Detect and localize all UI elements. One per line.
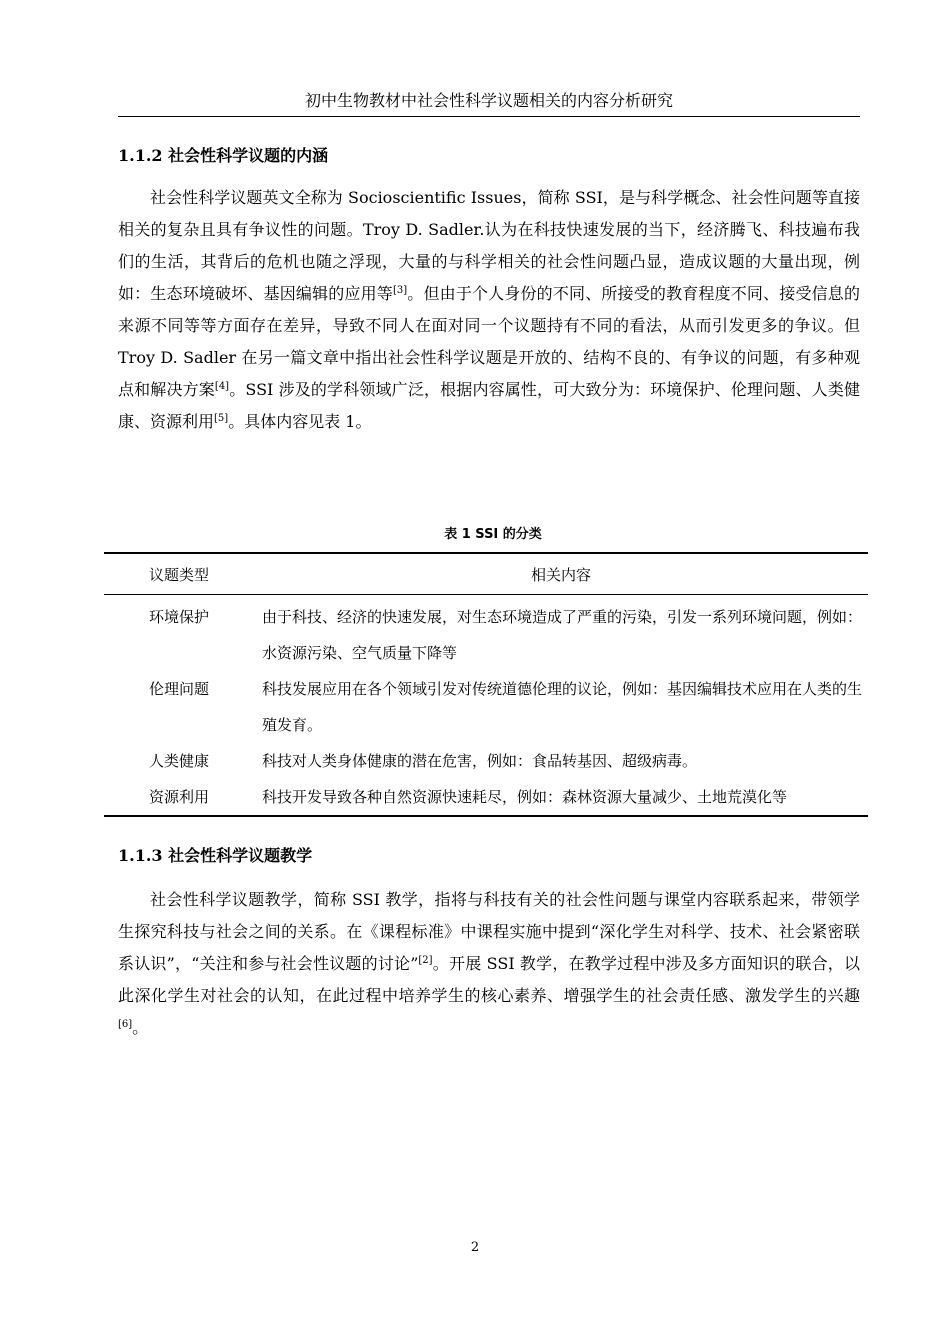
table-header-row	[104, 554, 868, 594]
table-row	[104, 671, 868, 743]
paragraph-text: 。开展 SSI 教学，在教学过程中涉及多方面知识的联合，以此深化学生对社会的认知，在此过程中培养学生的核心素养、增强学生的社会责任感、激发学生的兴趣	[118, 954, 860, 1005]
cell-type: 伦理问题	[148, 680, 209, 698]
paragraph-text: 。	[132, 1018, 149, 1037]
cell-content: 科技对人类身体健康的潜在危害，例如：食品转基因、超级病毒。	[262, 752, 698, 770]
citation-ref: [3]	[392, 285, 408, 296]
table-bottom-rule	[104, 815, 868, 817]
citation-ref: [6]	[118, 1019, 133, 1030]
citation-ref: [5]	[214, 413, 229, 424]
paragraph-ssi-definition	[118, 182, 860, 438]
table-row	[104, 599, 868, 671]
section-heading-1-1-3: 1.1.3 社会性科学议题教学	[118, 846, 313, 865]
cell-type: 人类健康	[148, 752, 209, 770]
section-heading-1-1-2: 1.1.2 社会性科学议题的内涵	[118, 146, 329, 165]
paragraph-text: 。具体内容见表 1。	[228, 412, 372, 431]
paragraph-text: 社会性科学议题英文全称为 Socioscientific Issues，简称 SSI，是与科学概念、社会性问题等直接相关的复杂且具有争议性的问题。Troy D. Sadler.认为在科技快速发展的当下，经济腾飞、科技遍布我们的生活，其背后的危机也随之浮现，大量的与科学相关的社会性问题凸显，造成议题的大量出现，例如：生态环境破坏、基因编辑的应用等	[118, 188, 860, 303]
cell-type: 环境保护	[148, 608, 209, 626]
cell-content: 科技发展应用在各个领域引发对传统道德伦理的议论，例如：基因编辑技术应用在人类的生殖发育。	[262, 680, 863, 734]
ssi-classification-table	[104, 552, 868, 817]
page-number: 2	[470, 1240, 480, 1255]
citation-ref: [2]	[418, 955, 433, 966]
paragraph-text: 。SSI 涉及的学科领域广泛，根据内容属性，可大致分为：环境保护、伦理问题、人类健康、资源利用	[118, 380, 860, 431]
header-rule	[118, 116, 860, 117]
cell-content: 科技开发导致各种自然资源快速耗尽，例如：森林资源大量减少、土地荒漠化等	[262, 788, 788, 806]
running-header: 初中生物教材中社会性科学议题相关的内容分析研究	[304, 91, 673, 110]
paragraph-ssi-teaching	[118, 884, 860, 1044]
header-cell-type: 议题类型	[148, 565, 209, 584]
paragraph-text: 社会性科学议题教学，简称 SSI 教学，指将与科技有关的社会性问题与课堂内容联系起来，带领学生探究科技与社会之间的关系。在《课程标准》中课程实施中提到“深化学生对科学、技术、社会紧密联系认识”，“关注和参与社会性议题的讨论”	[118, 890, 860, 973]
header-cell-content: 相关内容	[530, 565, 591, 584]
table-row	[104, 743, 868, 779]
cell-content: 由于科技、经济的快速发展，对生态环境造成了严重的污染，引发一系列环境问题，例如：水资源污染、空气质量下降等	[262, 608, 863, 662]
paragraph-text: 。但由于个人身份的不同、所接受的教育程度不同、接受信息的来源不同等等方面存在差异，导致不同人在面对同一个议题持有不同的看法，从而引发更多的争议。但 Troy D. Sadler 在另一篇文章中指出社会性科学议题是开放的、结构不良的、有争议的问题，有多种观点和解决方案	[118, 284, 860, 399]
table-caption: 表 1 SSI 的分类	[444, 527, 542, 542]
table-row	[104, 779, 868, 815]
cell-type: 资源利用	[148, 788, 209, 806]
citation-ref: [4]	[214, 381, 230, 392]
table-body	[104, 595, 868, 815]
